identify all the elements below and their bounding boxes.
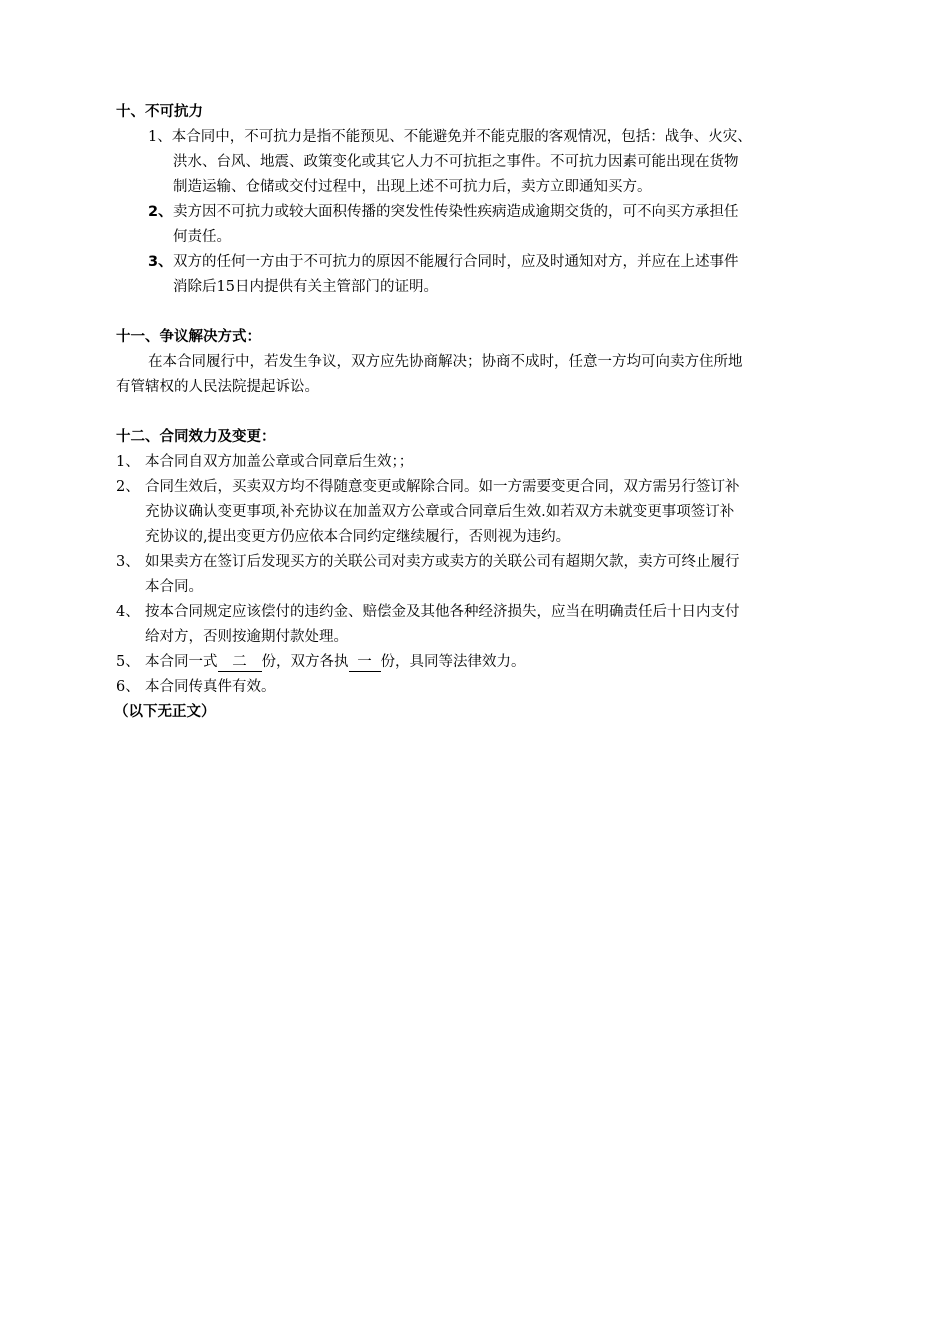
s12-item6-line1: 本合同传真件有效。 (145, 679, 276, 695)
s10-item2-line1: 卖方因不可抗力或较大面积传播的突发性传染性疾病造成逾期交货的，可不向买方承担任 (173, 204, 739, 220)
s12-item3-line2: 本合同。 (145, 579, 203, 595)
s12-item1-number: 1、 (116, 454, 140, 470)
section-11-heading: 十一、争议解决方式： (116, 329, 261, 345)
s10-item1-line3: 制造运输、仓储或交付过程中，出现上述不可抗力后，卖方立即通知买方。 (173, 179, 652, 195)
s10-item3-number: 3、 (148, 254, 173, 270)
s10-item3-line2: 消除后15日内提供有关主管部门的证明。 (173, 279, 438, 295)
section-12-heading: 十二、合同效力及变更： (116, 429, 276, 445)
s12-item2-number: 2、 (116, 479, 140, 495)
s12-item6-number: 6、 (116, 679, 140, 695)
s12-item1-line1: 本合同自双方加盖公章或合同章后生效；； (145, 454, 414, 470)
s12-item3-line1: 如果卖方在签订后发现买方的关联公司对卖方或卖方的关联公司有超期欠款，卖方可终止履行 (145, 554, 740, 570)
s12-item5-text-c: 份，具同等法律效力。 (380, 654, 526, 670)
s12-item2-line3: 充协议的,提出变更方仍应依本合同约定继续履行，否则视为违约。 (145, 529, 571, 545)
s12-item4-line1: 按本合同规定应该偿付的违约金、赔偿金及其他各种经济损失，应当在明确责任后十日内支付 (145, 604, 740, 620)
s10-item2-line2: 何责任。 (173, 229, 231, 245)
s12-item2-line1: 合同生效后，买卖双方均不得随意变更或解除合同。如一方需要变更合同，双方需另行签订补 (145, 479, 740, 495)
copies-count-blank: 二 (218, 654, 262, 672)
s12-item2-line2: 充协议确认变更事项,补充协议在加盖双方公章或合同章后生效.如若双方未就变更事项签订补 (145, 504, 735, 520)
s10-item3-line1: 双方的任何一方由于不可抗力的原因不能履行合同时，应及时通知对方，并应在上述事件 (173, 254, 739, 270)
s12-item4-number: 4、 (116, 604, 140, 620)
s12-item5-line1 (145, 652, 526, 672)
end-of-text-note: （以下无正文） (114, 704, 216, 720)
each-count-blank: 一 (349, 654, 381, 672)
section-10-heading: 十、不可抗力 (116, 104, 203, 120)
s10-item2-number: 2、 (148, 204, 173, 220)
s10-item1-line2: 洪水、台风、地震、政策变化或其它人力不可抗拒之事件。不可抗力因素可能出现在货物 (173, 154, 739, 170)
s12-item5-number: 5、 (116, 654, 140, 670)
s10-item1-line1: 1、本合同中，不可抗力是指不能预见、不能避免并不能克服的客观情况，包括：战争、火灾、 (148, 129, 752, 145)
s11-line1: 在本合同履行中，若发生争议，双方应先协商解决；协商不成时，任意一方均可向卖方住所地 (148, 354, 743, 370)
s12-item5-text-b: 份，双方各执 (261, 654, 349, 670)
s12-item3-number: 3、 (116, 554, 140, 570)
s12-item5-text-a: 本合同一式 (145, 654, 218, 670)
s12-item4-line2: 给对方，否则按逾期付款处理。 (145, 629, 348, 645)
s11-line2: 有管辖权的人民法院提起诉讼。 (116, 379, 319, 395)
